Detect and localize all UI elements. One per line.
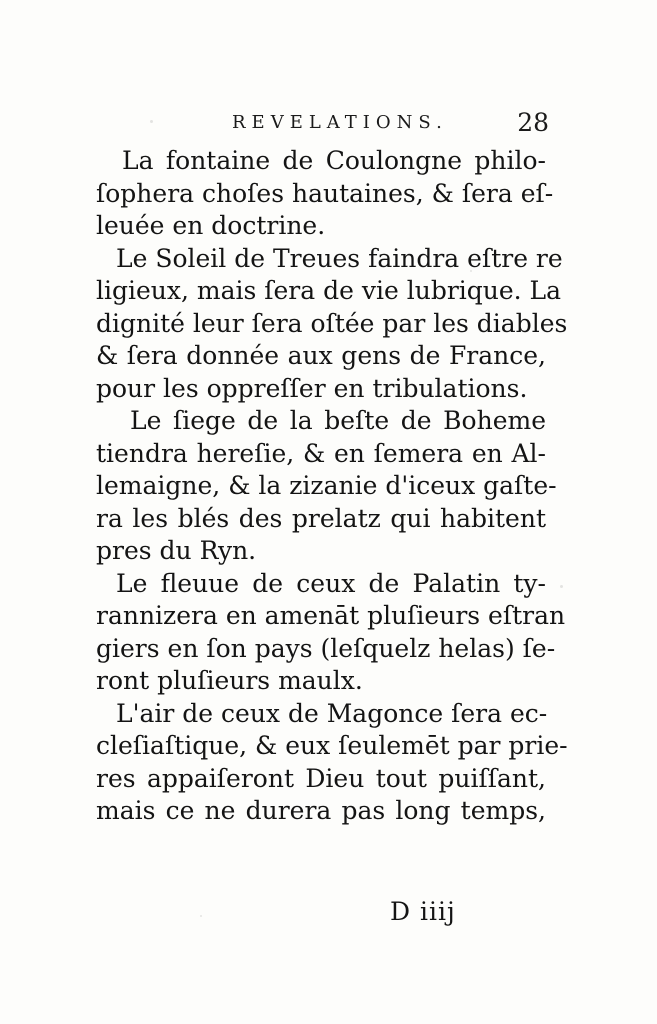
page-header — [232, 108, 549, 138]
paper-speck — [560, 585, 563, 588]
paper-speck — [150, 120, 153, 123]
text-line: rannizera en amenāt pluſieurs eſtran — [96, 601, 566, 630]
text-line: ront pluſieurs maulx. — [96, 666, 363, 695]
paper-speck — [200, 915, 202, 917]
page-number: 28 — [517, 108, 549, 137]
text-line: ra les blés des prelatz qui habitent — [96, 503, 546, 533]
running-head: REVELATIONS. — [232, 112, 448, 133]
text-line: & ſera donnée aux gens de France, — [96, 341, 546, 370]
text-line: Le Soleil de Treues faindra eſtre re — [116, 243, 563, 273]
text-line: pour les oppreſſer en tribulations. — [96, 373, 528, 403]
signature-mark: D iiij — [390, 897, 456, 926]
text-line: mais ce ne durera pas long temps, — [96, 796, 546, 825]
text-line: dignité leur ſera oſtée par les diables — [96, 308, 568, 338]
text-line: Le fleuue de ceux de Palatin ty- — [116, 568, 546, 598]
text-line: ſophera choſes hautaines, & ſera eſ- — [96, 178, 554, 208]
text-line: L'air de ceux de Magonce ſera ec- — [116, 698, 548, 728]
text-line: lemaigne, & la zizanie d'iceux gaſte- — [96, 471, 557, 500]
text-line: tiendra hereſie, & en ſemera en Al- — [96, 438, 546, 468]
text-line: pres du Ryn. — [96, 536, 257, 565]
text-line: Le ſiege de la beſte de Boheme — [130, 406, 546, 435]
text-line: res appaiſeront Dieu tout puiſſant, — [96, 763, 546, 793]
text-line: leuée en doctrine. — [96, 211, 326, 240]
body-text — [96, 145, 568, 828]
text-line: giers en ſon pays (leſquelz helas) ſe- — [96, 633, 556, 663]
text-line: La fontaine de Coulongne philo- — [122, 146, 546, 175]
text-line: cleſiaſtique, & eux ſeulemēt par prie- — [96, 731, 568, 760]
text-line: ligieux, mais ſera de vie lubrique. La — [96, 276, 562, 305]
